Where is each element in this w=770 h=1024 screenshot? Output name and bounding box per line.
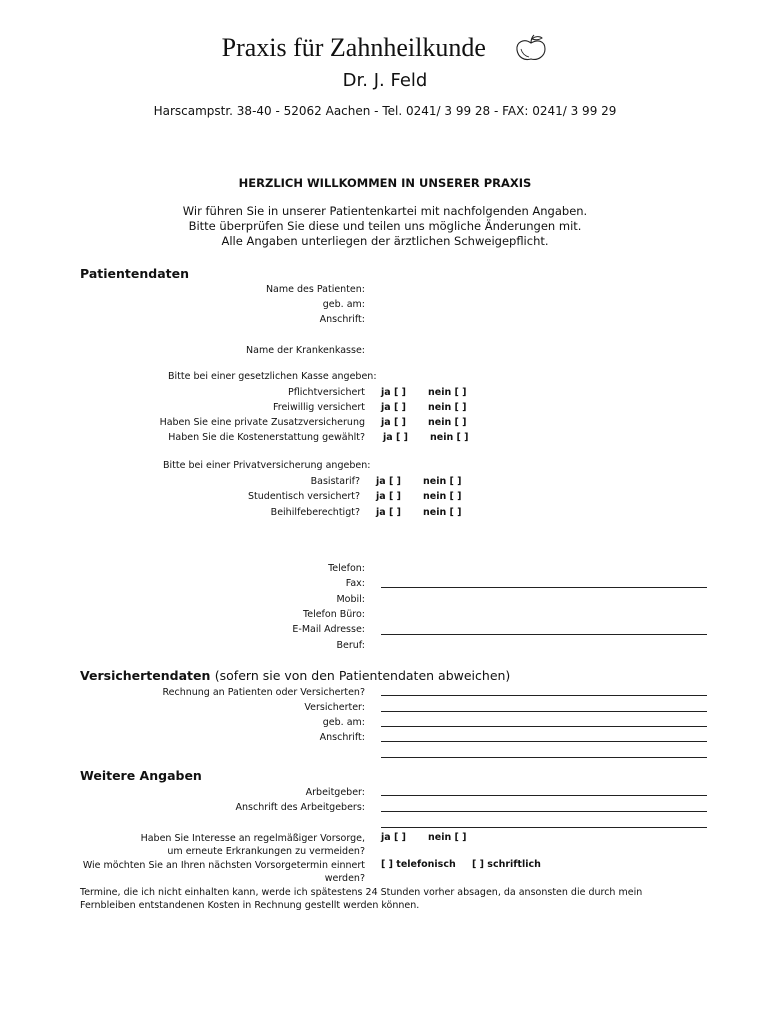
- statutory-q-mandatory: Pflichtversichert: [287, 387, 365, 398]
- invoice-recipient-label: Rechnung an Patienten oder Versicherten?: [162, 687, 365, 698]
- private-q-student: Studentisch versichert?: [248, 491, 360, 502]
- employer-address-label: Anschrift des Arbeitgebers:: [235, 802, 365, 813]
- yes-checkbox[interactable]: ja [ ]: [381, 387, 406, 398]
- yes-checkbox[interactable]: ja [ ]: [383, 432, 408, 443]
- no-checkbox[interactable]: nein [ ]: [423, 507, 462, 518]
- intro-line-3: Alle Angaben unterliegen der ärztlichen Schweigepflicht.: [221, 234, 549, 248]
- no-checkbox[interactable]: nein [ ]: [428, 402, 467, 413]
- checkup-question-line-1: Haben Sie Interesse an regelmäßiger Vorsorge,: [140, 833, 365, 844]
- yes-checkbox[interactable]: ja [ ]: [381, 402, 406, 413]
- statutory-q-supplementary: Haben Sie eine private Zusatzversicherung: [159, 417, 365, 428]
- statutory-heading: Bitte bei einer gesetzlichen Kasse angeben:: [168, 371, 377, 382]
- email-label: E-Mail Adresse:: [292, 624, 365, 635]
- office-phone-label: Telefon Büro:: [303, 609, 365, 620]
- phone-reminder-checkbox[interactable]: [ ] telefonisch: [381, 859, 456, 870]
- private-heading: Bitte bei einer Privatversicherung angeben:: [163, 460, 371, 471]
- insured-birth-line[interactable]: [381, 726, 707, 727]
- insured-heading: Versichertendaten: [80, 668, 211, 683]
- reminder-question: [0, 859, 365, 885]
- private-q-allowance: Beihilfeberechtigt?: [270, 507, 360, 518]
- yes-checkbox[interactable]: ja [ ]: [381, 832, 406, 843]
- no-checkbox[interactable]: nein [ ]: [430, 432, 469, 443]
- insured-address-label: Anschrift:: [319, 732, 365, 743]
- insured-birth-label: geb. am:: [322, 717, 365, 728]
- fax-input-line[interactable]: [381, 587, 707, 588]
- mail-reminder-checkbox[interactable]: [ ] schriftlich: [472, 859, 541, 870]
- section-patient-data: Patientendaten: [80, 266, 189, 281]
- no-checkbox[interactable]: nein [ ]: [423, 491, 462, 502]
- patient-name-label: Name des Patienten:: [265, 284, 365, 295]
- patient-address-label: Anschrift:: [319, 314, 365, 325]
- apple-icon: [514, 34, 548, 62]
- insured-address-line[interactable]: [381, 741, 707, 742]
- yes-checkbox[interactable]: ja [ ]: [376, 476, 401, 487]
- intro-line-2: Bitte überprüfen Sie diese und teilen uns mögliche Änderungen mit.: [188, 219, 582, 233]
- invoice-recipient-line[interactable]: [381, 695, 707, 696]
- section-more-info: Weitere Angaben: [80, 768, 202, 783]
- insured-address-line-2[interactable]: [381, 757, 707, 758]
- practice-address: Harscampstr. 38-40 - 52062 Aachen - Tel. 0241/ 3 99 28 - FAX: 0241/ 3 99 29: [153, 104, 617, 118]
- employer-label: Arbeitgeber:: [305, 787, 365, 798]
- yes-checkbox[interactable]: ja [ ]: [376, 507, 401, 518]
- private-q-basic: Basistarif?: [310, 476, 360, 487]
- intro-line-1: Wir führen Sie in unserer Patientenkartei mit nachfolgenden Angaben.: [182, 204, 588, 218]
- yes-checkbox[interactable]: ja [ ]: [381, 417, 406, 428]
- insurer-label: Name der Krankenkasse:: [246, 345, 365, 356]
- checkup-question-line-2: um erneute Erkrankungen zu vermeiden?: [167, 846, 365, 857]
- phone-label: Telefon:: [328, 563, 365, 574]
- checkup-question: [0, 832, 365, 858]
- practice-title: [0, 33, 770, 64]
- section-insured-data: [80, 668, 510, 683]
- insured-person-label: Versicherter:: [304, 702, 365, 713]
- doctor-name: Dr. J. Feld: [342, 70, 428, 91]
- insured-person-line[interactable]: [381, 711, 707, 712]
- no-checkbox[interactable]: nein [ ]: [423, 476, 462, 487]
- no-checkbox[interactable]: nein [ ]: [428, 417, 467, 428]
- patient-birth-label: geb. am:: [322, 299, 365, 310]
- insured-note: (sofern sie von den Patientendaten abweichen): [214, 668, 511, 683]
- no-checkbox[interactable]: nein [ ]: [428, 832, 467, 843]
- email-input-line[interactable]: [381, 634, 707, 635]
- employer-address-line[interactable]: [381, 811, 707, 812]
- cancellation-notice: Termine, die ich nicht einhalten kann, werde ich spätestens 24 Stunden vorher absagen, da ansonsten die durch mein Fernbleiben entstandenen Kosten in Rechnung gestellt werden können.: [80, 887, 643, 911]
- statutory-q-voluntary: Freiwillig versichert: [272, 402, 365, 413]
- practice-name: Praxis für Zahnheilkunde: [221, 33, 486, 62]
- employer-address-line-2[interactable]: [381, 827, 707, 828]
- yes-checkbox[interactable]: ja [ ]: [376, 491, 401, 502]
- mobile-label: Mobil:: [336, 594, 365, 605]
- welcome-heading: HERZLICH WILLKOMMEN IN UNSERER PRAXIS: [238, 176, 532, 190]
- occupation-label: Beruf:: [336, 640, 365, 651]
- employer-line[interactable]: [381, 795, 707, 796]
- fax-label: Fax:: [345, 578, 365, 589]
- statutory-q-reimbursement: Haben Sie die Kostenerstattung gewählt?: [168, 432, 365, 443]
- no-checkbox[interactable]: nein [ ]: [428, 387, 467, 398]
- reminder-question-line-2: werden?: [324, 873, 365, 884]
- reminder-question-line-1: Wie möchten Sie an Ihren nächsten Vorsorgetermin einnert: [82, 860, 365, 871]
